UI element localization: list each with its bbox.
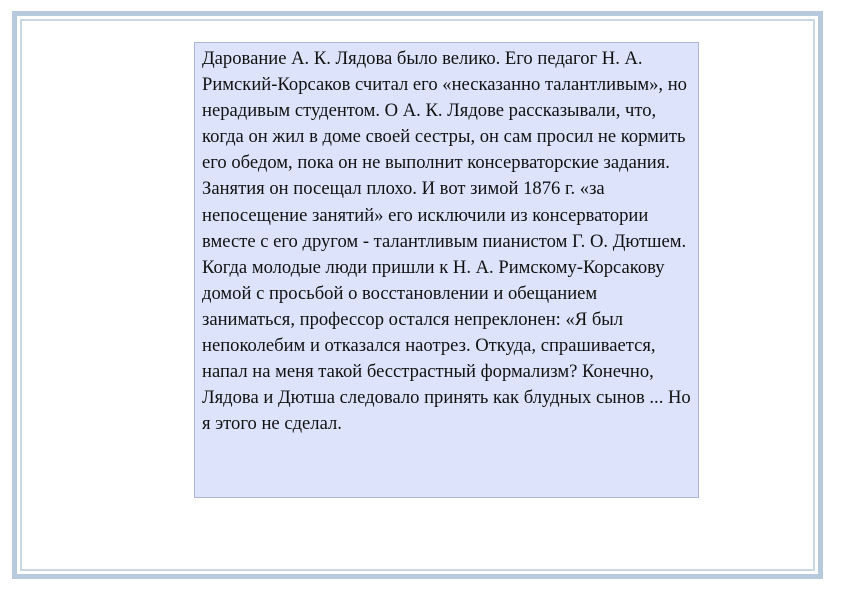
- text-box: [194, 42, 699, 498]
- body-text: Дарование А. К. Лядова было велико. Его педагог Н. А. Римский-Корсаков считал его «несказанно талантливым», но нерадивым студентом. О А. К. Лядове рассказывали, что, когда он жил в доме своей сестры, он сам просил не кормить его обедом, пока он не выполнит консерваторские задания. Занятия он посещал плохо. И вот зимой 1876 г. «за непосещение занятий» его исключили из консерватории вместе с его другом - талантливым пианистом Г. О. Дютшем. Когда молодые люди пришли к Н. А. Римскому-Корсакову домой с просьбой о восстановлении и обещанием заниматься, профессор остался непреклонен: «Я был непоколебим и отказался наотрез. Откуда, спрашивается, напал на меня такой бесстрастный формализм? Конечно, Лядова и Дютша следовало принять как блудных сынов ... Но я этого не сделал.: [202, 48, 691, 435]
